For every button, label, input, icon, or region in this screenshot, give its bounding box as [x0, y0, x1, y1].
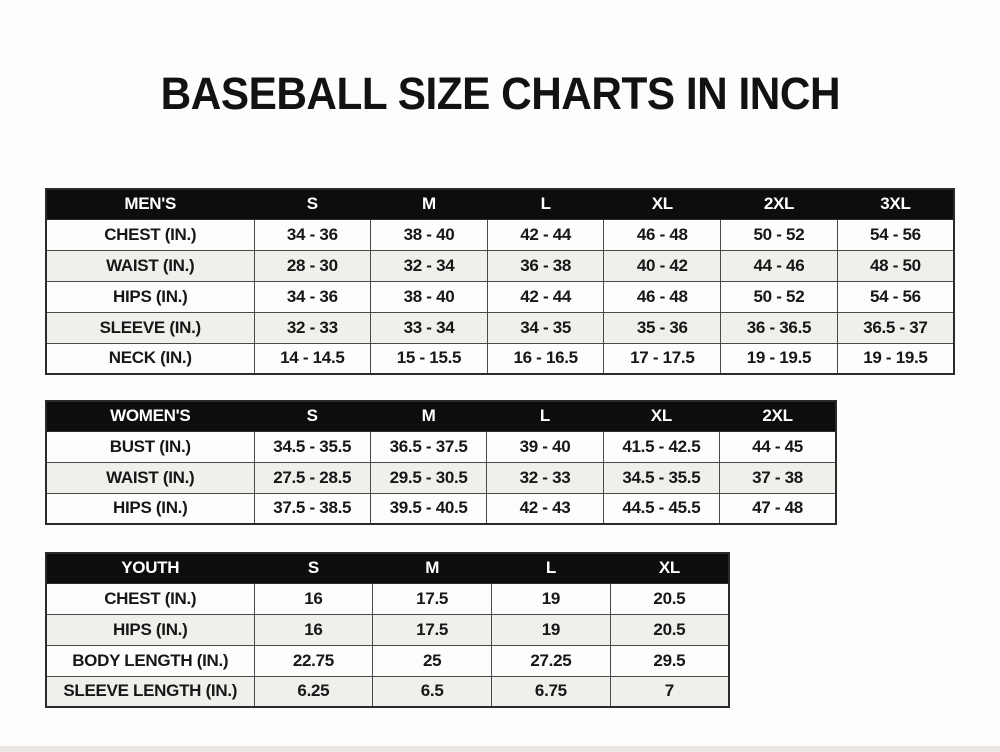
size-column-header: XL — [603, 401, 719, 431]
size-value-cell: 34.5 - 35.5 — [254, 431, 370, 462]
size-value-cell: 33 - 34 — [371, 312, 488, 343]
size-value-cell: 34 - 36 — [254, 219, 371, 250]
size-column-header: M — [373, 553, 492, 583]
size-value-cell: 17.5 — [373, 614, 492, 645]
page-title-row — [0, 68, 1000, 120]
size-value-cell: 32 - 33 — [487, 462, 603, 493]
size-value-cell: 44.5 - 45.5 — [603, 493, 719, 524]
size-column-header: L — [492, 553, 611, 583]
size-column-header: 2XL — [720, 401, 836, 431]
size-column-header: S — [254, 401, 370, 431]
size-value-cell: 6.5 — [373, 676, 492, 707]
size-column-header: XL — [604, 189, 721, 219]
size-column-header: 2XL — [721, 189, 838, 219]
row-label-cell: WAIST (IN.) — [46, 250, 254, 281]
size-column-header: M — [370, 401, 486, 431]
size-value-cell: 7 — [610, 676, 729, 707]
size-value-cell: 46 - 48 — [604, 219, 721, 250]
size-value-cell: 27.25 — [492, 645, 611, 676]
size-value-cell: 19 - 19.5 — [837, 343, 954, 374]
table-row — [46, 250, 954, 281]
size-value-cell: 41.5 - 42.5 — [603, 431, 719, 462]
table-row — [46, 614, 729, 645]
size-value-cell: 44 - 45 — [720, 431, 836, 462]
size-value-cell: 6.25 — [254, 676, 373, 707]
size-value-cell: 19 — [492, 614, 611, 645]
size-value-cell: 22.75 — [254, 645, 373, 676]
row-label-cell: NECK (IN.) — [46, 343, 254, 374]
table-row — [46, 583, 729, 614]
size-value-cell: 16 — [254, 614, 373, 645]
size-value-cell: 17 - 17.5 — [604, 343, 721, 374]
page-title: BASEBALL SIZE CHARTS IN INCH — [160, 68, 840, 119]
size-value-cell: 16 — [254, 583, 373, 614]
size-column-header: XL — [610, 553, 729, 583]
row-label-cell: SLEEVE LENGTH (IN.) — [46, 676, 254, 707]
row-label-cell: HIPS (IN.) — [46, 281, 254, 312]
size-value-cell: 47 - 48 — [720, 493, 836, 524]
size-value-cell: 27.5 - 28.5 — [254, 462, 370, 493]
header-row — [46, 401, 836, 431]
size-column-header: S — [254, 553, 373, 583]
size-value-cell: 32 - 33 — [254, 312, 371, 343]
table-title-cell: MEN'S — [46, 189, 254, 219]
row-label-cell: CHEST (IN.) — [46, 583, 254, 614]
table-row — [46, 219, 954, 250]
size-value-cell: 37.5 - 38.5 — [254, 493, 370, 524]
size-column-header: M — [371, 189, 488, 219]
size-value-cell: 38 - 40 — [371, 219, 488, 250]
header-row — [46, 553, 729, 583]
size-value-cell: 34.5 - 35.5 — [603, 462, 719, 493]
size-value-cell: 19 - 19.5 — [721, 343, 838, 374]
size-value-cell: 15 - 15.5 — [371, 343, 488, 374]
size-table-womens — [45, 400, 837, 525]
size-value-cell: 42 - 43 — [487, 493, 603, 524]
size-value-cell: 40 - 42 — [604, 250, 721, 281]
row-label-cell: CHEST (IN.) — [46, 219, 254, 250]
table-title-cell: WOMEN'S — [46, 401, 254, 431]
size-value-cell: 29.5 - 30.5 — [370, 462, 486, 493]
row-label-cell: BUST (IN.) — [46, 431, 254, 462]
size-value-cell: 39 - 40 — [487, 431, 603, 462]
row-label-cell: HIPS (IN.) — [46, 614, 254, 645]
size-value-cell: 29.5 — [610, 645, 729, 676]
size-value-cell: 20.5 — [610, 583, 729, 614]
size-value-cell: 46 - 48 — [604, 281, 721, 312]
size-value-cell: 44 - 46 — [721, 250, 838, 281]
size-value-cell: 42 - 44 — [487, 281, 604, 312]
table-row — [46, 343, 954, 374]
size-value-cell: 28 - 30 — [254, 250, 371, 281]
size-table-mens — [45, 188, 955, 375]
size-value-cell: 36 - 36.5 — [721, 312, 838, 343]
size-value-cell: 34 - 36 — [254, 281, 371, 312]
table-row — [46, 312, 954, 343]
table-row — [46, 676, 729, 707]
size-value-cell: 39.5 - 40.5 — [370, 493, 486, 524]
size-value-cell: 54 - 56 — [837, 281, 954, 312]
size-value-cell: 6.75 — [492, 676, 611, 707]
size-value-cell: 50 - 52 — [721, 219, 838, 250]
size-value-cell: 20.5 — [610, 614, 729, 645]
size-table-youth — [45, 552, 730, 708]
size-column-header: S — [254, 189, 371, 219]
size-value-cell: 14 - 14.5 — [254, 343, 371, 374]
table-title-cell: YOUTH — [46, 553, 254, 583]
size-value-cell: 54 - 56 — [837, 219, 954, 250]
size-value-cell: 48 - 50 — [837, 250, 954, 281]
bottom-edge-strip — [0, 746, 1000, 752]
size-value-cell: 36 - 38 — [487, 250, 604, 281]
header-row — [46, 189, 954, 219]
table-row — [46, 493, 836, 524]
size-column-header: 3XL — [837, 189, 954, 219]
table-row — [46, 281, 954, 312]
size-value-cell: 35 - 36 — [604, 312, 721, 343]
size-column-header: L — [487, 189, 604, 219]
size-value-cell: 37 - 38 — [720, 462, 836, 493]
table-row — [46, 462, 836, 493]
row-label-cell: WAIST (IN.) — [46, 462, 254, 493]
size-value-cell: 16 - 16.5 — [487, 343, 604, 374]
size-value-cell: 36.5 - 37.5 — [370, 431, 486, 462]
size-value-cell: 38 - 40 — [371, 281, 488, 312]
row-label-cell: BODY LENGTH (IN.) — [46, 645, 254, 676]
size-value-cell: 32 - 34 — [371, 250, 488, 281]
size-value-cell: 19 — [492, 583, 611, 614]
size-value-cell: 34 - 35 — [487, 312, 604, 343]
size-value-cell: 17.5 — [373, 583, 492, 614]
size-column-header: L — [487, 401, 603, 431]
table-row — [46, 645, 729, 676]
size-value-cell: 42 - 44 — [487, 219, 604, 250]
table-row — [46, 431, 836, 462]
row-label-cell: HIPS (IN.) — [46, 493, 254, 524]
row-label-cell: SLEEVE (IN.) — [46, 312, 254, 343]
size-value-cell: 36.5 - 37 — [837, 312, 954, 343]
size-value-cell: 25 — [373, 645, 492, 676]
size-value-cell: 50 - 52 — [721, 281, 838, 312]
